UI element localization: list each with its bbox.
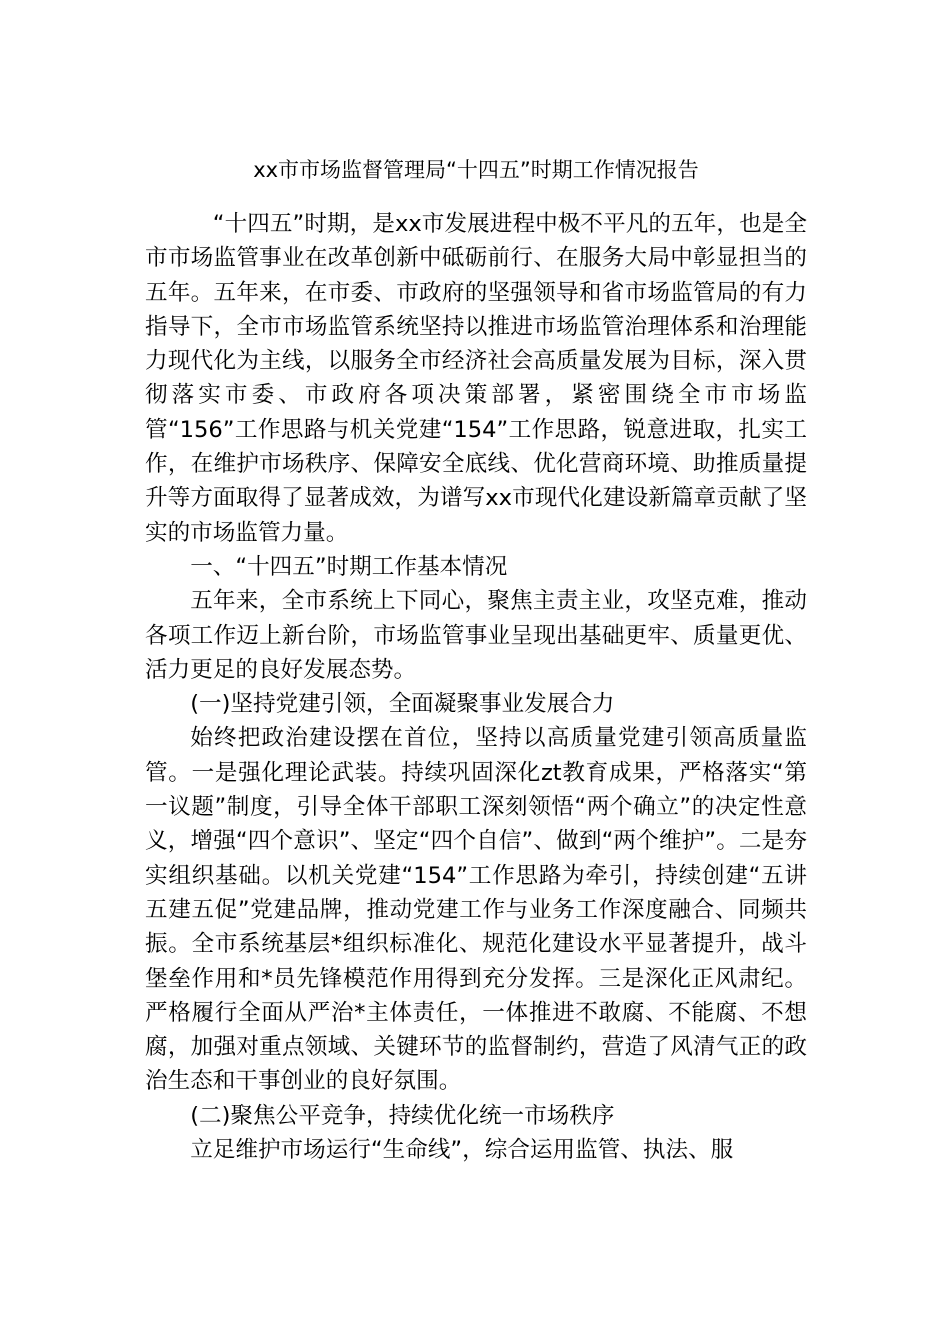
subsection-2-paragraph: 立足维护市场运行“生命线”，综合运用监管、执法、服 [190, 1137, 734, 1164]
document-page [145, 150, 807, 1167]
subsection-1-heading: (一)坚持党建引领，全面凝聚事业发展合力 [190, 691, 615, 718]
intro-paragraph: “十四五”时期，是xx市发展进程中极不平凡的五年，也是全市市场监管事业在改革创新中砥砺前行、在服务大局中彰显担当的五年。五年来，在市委、市政府的坚强领导和省市场监管局的有力指导下，全市市场监管系统坚持以推进市场监管治理体系和治理能力现代化为主线，以服务全市经济社会高质量发展为目标，深入贯彻落实市委、市政府各项决策部署，紧密围绕全市市场监管“156”工作思路与机关党建“154”工作思路，锐意进取，扎实工作，在维护市场秩序、保障安全底线、优化营商环境、助推质量提升等方面取得了显著成效，为谱写xx市现代化建设新篇章贡献了坚实的市场监管力量。 [145, 211, 807, 546]
subsection-2-heading: (二)聚焦公平竞争，持续优化统一市场秩序 [190, 1102, 615, 1129]
subsection-1-paragraph: 始终把政治建设摆在首位，坚持以高质量党建引领高质量监管。一是强化理论武装。持续巩固深化zt教育成果，严格落实“第一议题”制度，引导全体干部职工深刻领悟“两个确立”的决定性意义，增强“四个意识”、坚定“四个自信”、做到“两个维护”。二是夯实组织基础。以机关党建“154”工作思路为牵引，持续创建“五讲五建五促”党建品牌，推动党建工作与业务工作深度融合、同频共振。全市系统基层*组织标准化、规范化建设水平显著提升，战斗堡垒作用和*员先锋模范作用得到充分发挥。三是深化正风肃纪。严格履行全面从严治*主体责任，一体推进不敢腐、不能腐、不想腐，加强对重点领域、关键环节的监督制约，营造了风清气正的政治生态和干事创业的良好氛围。 [145, 725, 807, 1095]
section-1-paragraph: 五年来，全市系统上下同心，聚焦主责主业，攻坚克难，推动各项工作迈上新台阶，市场监管事业呈现出基础更牢、质量更优、活力更足的良好发展态势。 [145, 588, 807, 683]
section-1-heading: 一、“十四五”时期工作基本情况 [190, 553, 508, 580]
document-title: xx市市场监督管理局“十四五”时期工作情况报告 [253, 158, 699, 182]
